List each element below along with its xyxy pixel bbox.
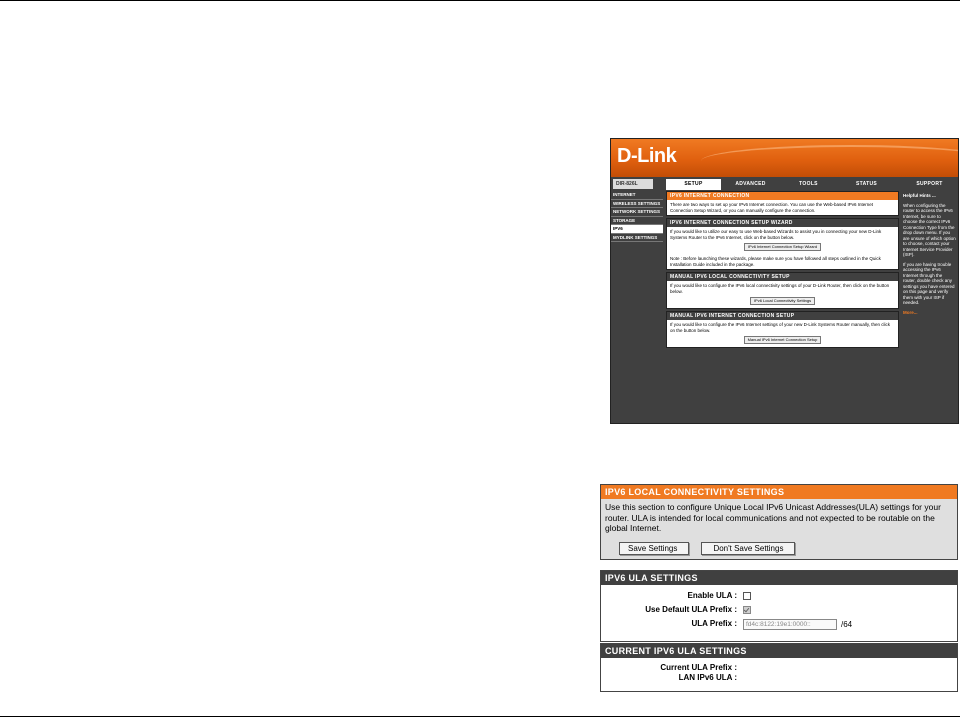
section-title: IPV6 INTERNET CONNECTION SETUP WIZARD	[667, 219, 898, 227]
router-setup-screenshot	[610, 138, 959, 424]
tab-tools[interactable]: TOOLS	[799, 181, 818, 187]
tab-setup[interactable]: SETUP	[666, 179, 721, 190]
tab-advanced[interactable]: ADVANCED	[735, 181, 766, 187]
nav-item-mydlink[interactable]: MYDLINK SETTINGS	[611, 234, 663, 243]
help-text: When configuring the router to access the IPv6 Internet, be sure to choose the correct IPv6 Connection Type from the drop down menu. If you are unsure of which option to choose, contact your Internet Service Provider (ISP).	[903, 202, 956, 257]
ula-prefix-row	[601, 619, 957, 631]
left-nav	[611, 191, 663, 423]
help-more-link[interactable]: More...	[903, 309, 918, 315]
default-prefix-row	[601, 605, 957, 617]
panel-description: Use this section to configure Unique Local IPv6 Unicast Addresses(ULA) settings for your router. ULA is intended for local communications and not expected to be routable on the global Internet.	[605, 502, 941, 533]
banner-swoosh	[701, 145, 958, 177]
default-prefix-label: Use Default ULA Prefix :	[645, 605, 737, 614]
enable-ula-checkbox[interactable]	[743, 592, 751, 600]
top-rule	[0, 0, 960, 1]
help-title: Helpful Hints ...	[903, 193, 936, 198]
prefix-suffix: /64	[841, 620, 853, 629]
panel-title: IPV6 LOCAL CONNECTIVITY SETTINGS	[601, 485, 957, 499]
section-ipv6-internet	[666, 191, 899, 216]
tab-status[interactable]: STATUS	[855, 181, 878, 187]
section-title: MANUAL IPV6 INTERNET CONNECTION SETUP	[667, 312, 898, 320]
manual-setup-button[interactable]: Manual IPv6 Internet Connection Setup	[744, 336, 822, 344]
nav-item-internet[interactable]: INTERNET	[611, 191, 663, 200]
section-title: MANUAL IPV6 LOCAL CONNECTIVITY SETUP	[667, 273, 898, 281]
section-note: Note : Before launching these wizards, please make sure you have followed all steps outlined in the Quick Installation Guide included in the package.	[670, 256, 881, 267]
model-label: DIR-826L	[613, 179, 653, 189]
nav-item-network[interactable]: NETWORK SETTINGS	[611, 208, 663, 217]
tab-support[interactable]: SUPPORT	[916, 181, 943, 187]
dlink-banner	[611, 139, 958, 177]
section-local-connectivity	[666, 272, 899, 309]
section-setup-wizard	[666, 218, 899, 270]
local-connectivity-panel	[600, 484, 958, 560]
lan-ula-label: LAN IPv6 ULA :	[678, 673, 737, 682]
help-column	[901, 191, 958, 423]
section-text: If you would like to utilize our easy to use Web-based Wizards to assist you in connecting your new D-Link Systems Router to the IPv6 Internet, click on the button below.	[670, 229, 882, 240]
ula-settings-box	[600, 570, 958, 642]
dlink-logo: D-Link	[617, 145, 677, 167]
top-nav	[611, 178, 958, 190]
wizard-button[interactable]: IPv6 Internet Connection Setup Wizard	[744, 243, 821, 251]
local-connectivity-button[interactable]: IPv6 Local Connectivity Settings	[750, 297, 815, 305]
section-text: There are two ways to set up your IPv6 Internet connection. You can use the Web-based IPv6 Internet Connection Setup Wizard, or you can manually configure the connection.	[670, 202, 874, 213]
current-ula-box	[600, 643, 958, 692]
ula-prefix-input[interactable]: fd4c:8122:19e1:0000::	[743, 619, 837, 630]
lan-ula-row	[601, 673, 957, 685]
box-title: IPV6 ULA SETTINGS	[601, 571, 957, 585]
section-title: IPV6 INTERNET CONNECTION	[667, 192, 898, 200]
enable-ula-label: Enable ULA :	[687, 591, 737, 600]
bottom-rule	[0, 716, 960, 717]
ula-prefix-label: ULA Prefix :	[691, 619, 737, 628]
save-settings-button[interactable]: Save Settings	[619, 542, 689, 555]
nav-item-wireless[interactable]: WIRELESS SETTINGS	[611, 200, 663, 209]
current-prefix-label: Current ULA Prefix :	[660, 663, 737, 672]
dont-save-settings-button[interactable]: Don't Save Settings	[701, 542, 795, 555]
nav-item-storage[interactable]: STORAGE	[611, 217, 663, 226]
router-content	[666, 191, 899, 423]
section-text: If you would like to configure the IPv6 local connectivity settings of your D-Link Router, then click on the button below.	[670, 283, 890, 294]
section-manual-internet	[666, 311, 899, 348]
section-text: If you would like to configure the IPv6 Internet settings of your new D-Link Systems Router manually, then click on the button below.	[670, 322, 891, 333]
default-prefix-checkbox[interactable]	[743, 606, 751, 614]
help-text: If you are having trouble accessing the IPv6 Internet through the router, double check any settings you have entered on this page and verify them with your ISP if needed.	[903, 261, 955, 305]
nav-item-ipv6[interactable]: IPV6	[611, 225, 663, 234]
button-row	[619, 538, 803, 556]
box-title: CURRENT IPV6 ULA SETTINGS	[601, 644, 957, 658]
enable-ula-row	[601, 591, 957, 603]
